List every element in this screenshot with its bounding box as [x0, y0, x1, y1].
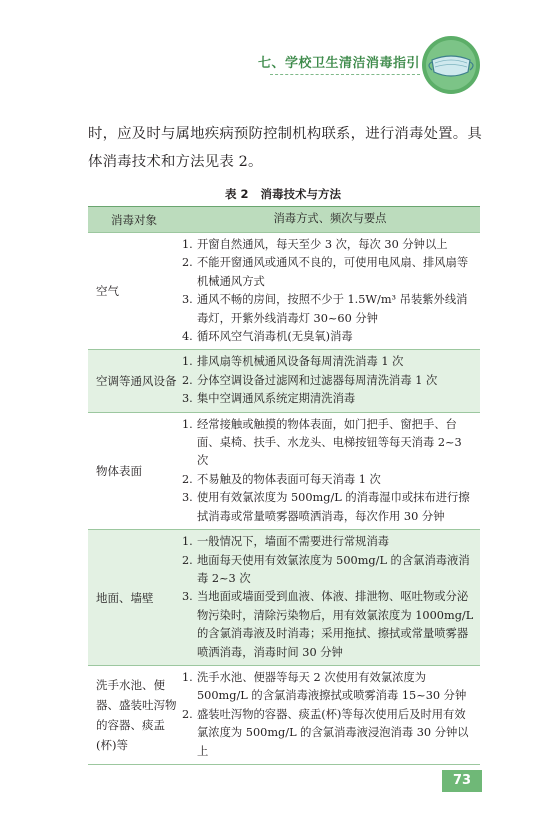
table-row	[88, 413, 480, 530]
item-number: 1.	[182, 535, 193, 549]
item-number: 2.	[182, 553, 193, 567]
method-cell	[180, 350, 480, 411]
page-number: 73	[442, 770, 482, 792]
item-number: 3.	[182, 590, 193, 604]
method-item	[182, 328, 476, 346]
table-row	[88, 233, 480, 350]
method-item	[182, 471, 476, 489]
item-number: 3.	[182, 392, 193, 406]
item-number: 3.	[182, 293, 193, 307]
item-text: 不能开窗通风或通风不良的，可使用电风扇、排风扇等机械通风方式	[197, 256, 469, 288]
method-cell	[180, 413, 480, 529]
disinfection-table	[88, 206, 480, 765]
item-text: 洗手水池、便器等每天 2 次使用有效氯浓度为 500mg/L 的含氯消毒液擦拭或喷雾消毒 15~30 分钟	[197, 670, 467, 703]
item-text: 盛装吐泻物的容器、痰盂(杯)等每次使用后及时用有效氯浓度为 500mg/L 的含氯消毒液浸泡消毒 30 分钟以上	[197, 707, 469, 758]
table-caption	[88, 186, 478, 202]
method-item	[182, 291, 476, 328]
table-row	[88, 350, 480, 412]
item-text: 不易触及的物体表面可每天消毒 1 次	[197, 472, 381, 486]
item-number: 3.	[182, 491, 193, 505]
column-header-object: 消毒对象	[111, 212, 157, 227]
item-text: 排风扇等机械通风设备每周清洗消毒 1 次	[197, 355, 404, 369]
item-text: 经常接触或触摸的物体表面，如门把手、窗把手、台面、桌椅、扶手、水龙头、电梯按钮等每天消毒 2~3 次	[197, 417, 462, 468]
method-item	[182, 372, 476, 390]
table-row	[88, 666, 480, 765]
method-cell	[180, 233, 480, 349]
disinfection-object: 物体表面	[96, 463, 142, 478]
item-text: 当地面或墙面受到血液、体液、排泄物、呕吐物或分泌物污染时，清除污染物后，用有效氯浓度为 1000mg/L 的含氯消毒液及时消毒；采用拖拭、擦拭或常量喷雾器喷洒消毒，消毒时间 30 分钟	[197, 590, 474, 659]
item-text: 循环风空气消毒机(无臭氧)消毒	[197, 330, 353, 344]
table-title: 消毒技术与方法	[260, 187, 342, 201]
item-text: 通风不畅的房间，按照不少于 1.5W/m³ 吊装紫外线消毒灯，开紫外线消毒灯 30~60 分钟	[197, 293, 468, 325]
item-number: 1.	[182, 670, 193, 684]
method-item	[182, 353, 476, 371]
item-text: 使用有效氯浓度为 500mg/L 的消毒湿巾或抹布进行擦拭消毒或常量喷雾器喷洒消毒，每次作用 30 分钟	[197, 491, 470, 523]
method-item	[182, 254, 476, 291]
disinfection-object: 洗手水池、便器、盛装吐泻物的容器、痰盂(杯)等	[96, 677, 177, 752]
disinfection-object: 地面、墙壁	[96, 590, 154, 605]
method-item	[182, 552, 476, 589]
method-item	[182, 416, 476, 471]
item-text: 一般情况下，墙面不需要进行常规消毒	[197, 535, 390, 549]
header-divider	[270, 74, 420, 75]
method-item	[182, 706, 476, 761]
intro-paragraph: 时，应及时与属地疾病预防控制机构联系，进行消毒处置。具体消毒技术和方法见表 2。	[88, 126, 482, 170]
item-text: 分体空调设备过滤网和过滤器每周清洗消毒 1 次	[197, 373, 438, 387]
table-row	[88, 530, 480, 666]
chapter-title: 七、学校卫生清洁消毒指引	[257, 56, 420, 71]
item-number: 2.	[182, 373, 193, 387]
method-item	[182, 390, 476, 408]
item-number: 2.	[182, 472, 193, 486]
method-cell	[180, 666, 480, 764]
item-text: 地面每天使用有效氯浓度为 500mg/L 的含氯消毒液消毒 2~3 次	[197, 553, 470, 585]
method-item	[182, 489, 476, 526]
face-mask-icon	[420, 34, 482, 96]
item-text: 开窗自然通风，每天至少 3 次，每次 30 分钟以上	[197, 238, 448, 251]
item-text: 集中空调通风系统定期清洗消毒	[197, 392, 356, 406]
table-header-row	[88, 207, 480, 233]
item-number: 2.	[182, 256, 193, 270]
item-number: 2.	[182, 707, 193, 721]
table-body	[88, 233, 480, 765]
column-header-method: 消毒方式、频次与要点	[273, 212, 387, 226]
method-item	[182, 533, 476, 551]
item-number: 1.	[182, 355, 193, 369]
disinfection-object: 空调等通风设备	[96, 374, 177, 389]
table-number: 表 2	[224, 187, 249, 201]
item-number: 1.	[182, 238, 193, 251]
item-number: 1.	[182, 417, 193, 431]
method-item	[182, 669, 476, 706]
item-number: 4.	[182, 330, 193, 344]
method-cell	[180, 530, 480, 665]
method-item	[182, 236, 476, 254]
method-item	[182, 588, 476, 662]
disinfection-object: 空气	[96, 284, 119, 299]
